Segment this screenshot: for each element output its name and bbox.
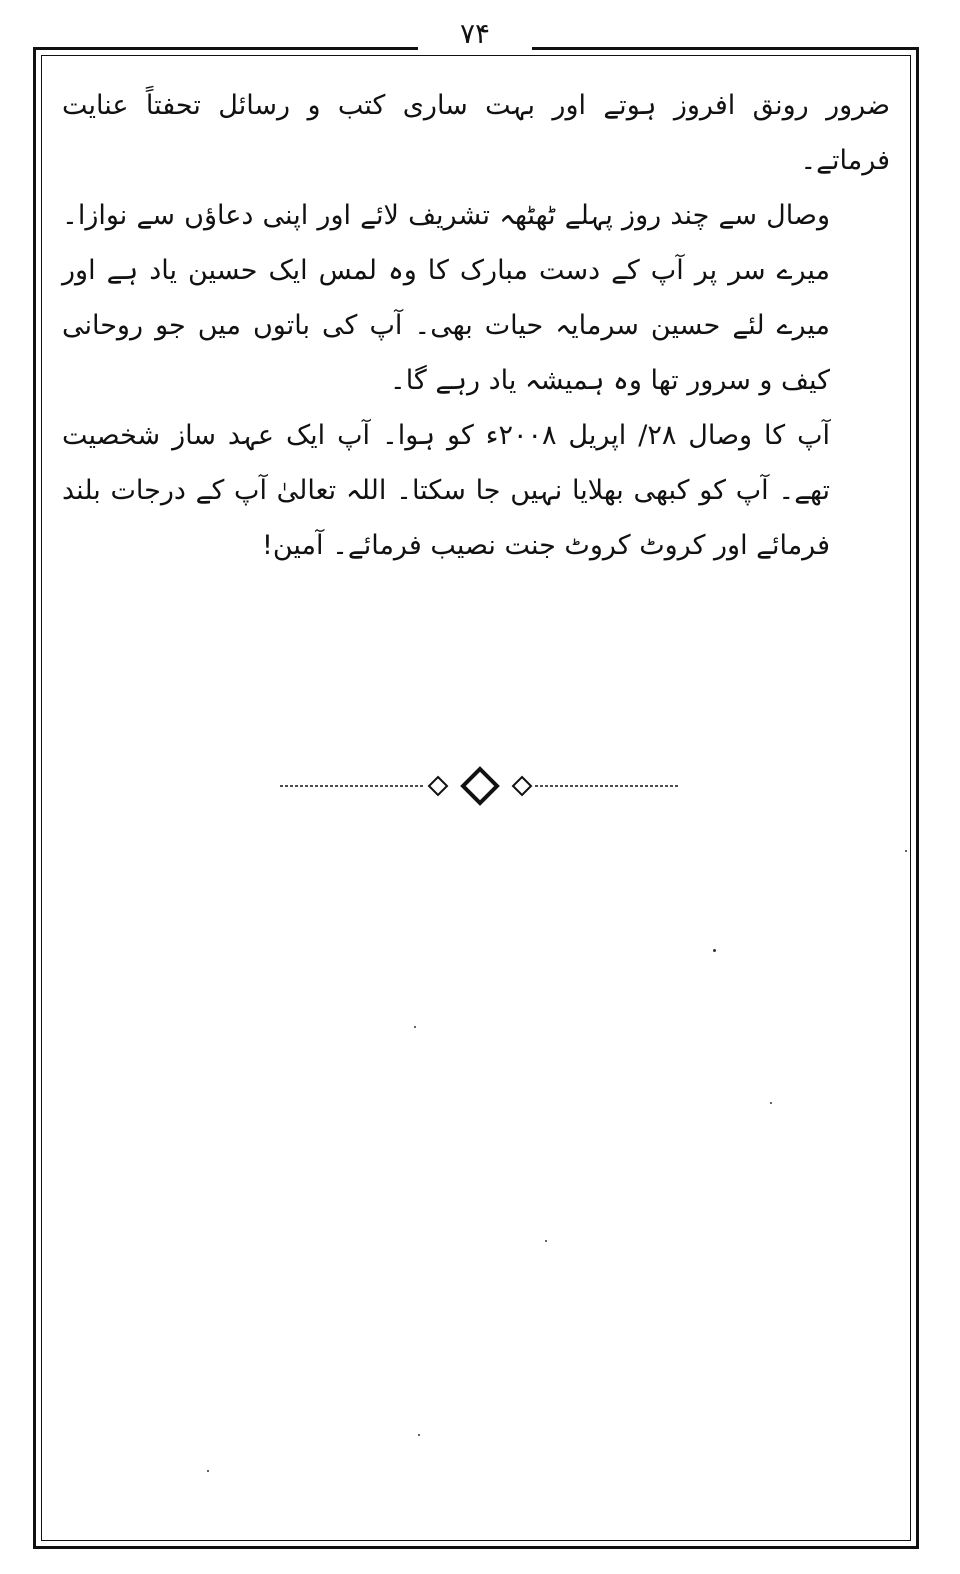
scan-speck: [713, 949, 716, 952]
page-number: ۷۴: [418, 14, 532, 54]
paragraph-1: ضرور رونق افروز ہوتے اور بہت ساری کتب و رسائل تحفتاً عنایت فرماتے۔: [62, 90, 890, 176]
scan-speck: [414, 1026, 416, 1028]
scan-speck: [770, 1102, 772, 1104]
section-divider-ornament: [280, 766, 680, 806]
paragraph-2: وصال سے چند روز پہلے ٹھٹھہ تشریف لائے اور اپنی دعاؤں سے نوازا۔ میرے سر پر آپ کے دست مبارک کا وہ لمس ایک حسین یاد ہے اور میرے لئے حسین سرمایہ حیات بھی۔ آپ کی باتوں میں جو روحانی کیف و سرور تھا وہ ہمیشہ یاد رہے گا۔: [62, 200, 830, 396]
paragraph-3: آپ کا وصال ۲۸/ اپریل ۲۰۰۸ء کو ہوا۔ آپ ایک عہد ساز شخصیت تھے۔ آپ کو کبھی بھلایا نہیں جا سکتا۔ اللہ تعالیٰ آپ کے درجات بلند فرمائے اور کروٹ کروٹ جنت نصیب فرمائے۔ آمین!: [62, 420, 830, 561]
scan-speck: [207, 1470, 209, 1472]
scan-speck: [545, 1240, 547, 1242]
page-body: [62, 78, 890, 573]
scan-speck: [905, 850, 907, 852]
scan-speck: [418, 1434, 420, 1436]
